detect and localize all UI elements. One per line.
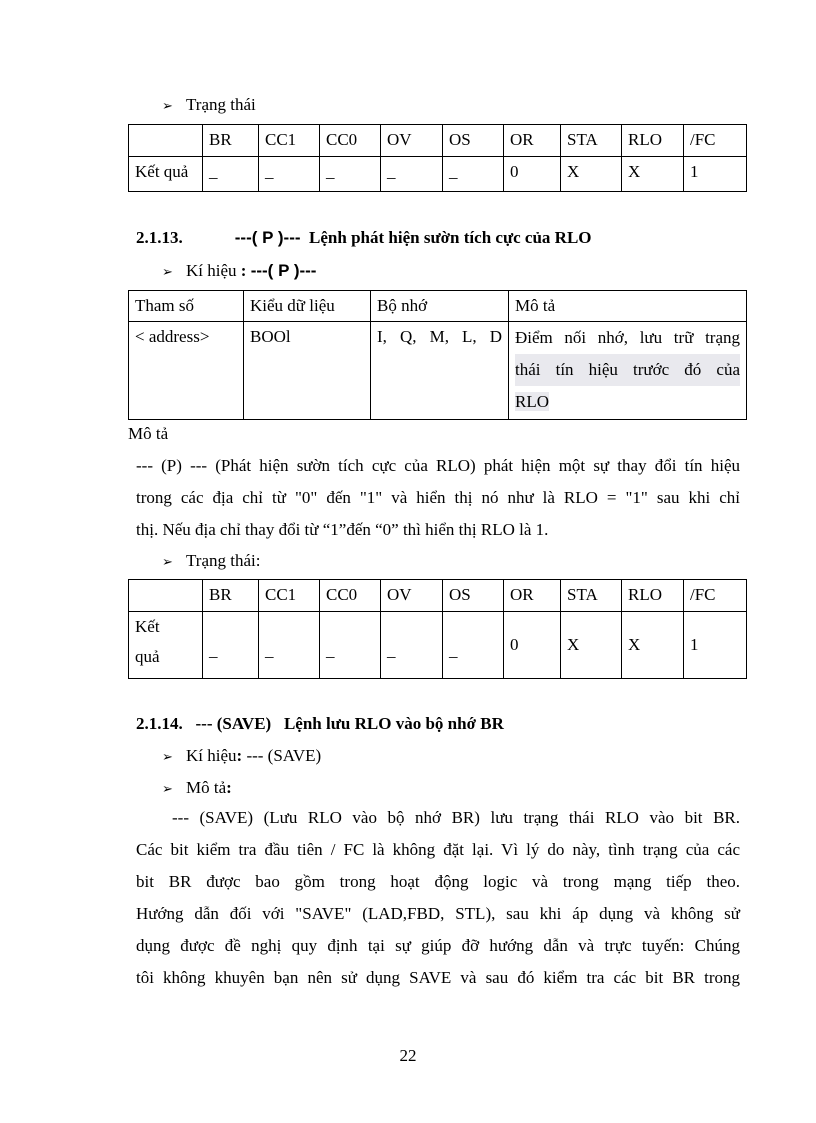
arrow-bullet-icon: ➢ [162,99,173,114]
status-table-2113 [128,579,747,679]
section-heading-2113: 2.1.13. ---( P )--- Lệnh phát hiện sườn tích cực của RLO [136,228,592,247]
desc-paragraph-2114: --- (SAVE) (Lưu RLO vào bộ nhớ BR) lưu trạng thái RLO vào bit BR. Các bit kiểm tra đầu tiên / FC là không đặt lại. Vì lý do này, tình trạng của các bit BR được bao gồm trong hoạt động logic và trong mạng tiếp theo. Hướng dẫn đối với "SAVE" (LAD,FBD, STL), sau khi áp dụng và không sử dụng được đề nghị quy định tại sự giúp đỡ hướng dẫn và trực tuyến: Chúng tôi không khuyên bạn nên sử dụng SAVE và sau đó kiểm tra các bit BR trong [136,808,740,987]
param-table [128,290,747,420]
arrow-bullet-icon: ➢ [162,555,173,570]
arrow-bullet-icon: ➢ [162,782,173,797]
status-bullet-top: ➢ Trạng thái [162,95,256,117]
table-header-row: BR CC1 CC0 OV OS OR STA RLO /FC [129,125,747,157]
table-row: Kết quả _ _ _ _ _ 0 X X 1 [129,157,747,192]
param-description-cell: Điểm nối nhớ, lưu trữ trạng thái tín hiệu trước đó của RLO [509,322,747,420]
page-number: 22 [399,1046,417,1065]
desc-label-2113: Mô tả [128,424,169,443]
status-bullet-2113: ➢ Trạng thái: [162,551,260,573]
desc-paragraph-2113: --- (P) --- (Phát hiện sườn tích cực của RLO) phát hiện một sự thay đổi tín hiệu trong các địa chỉ từ "0" đến "1" và hiển thị nó như là RLO = "1" sau khi chỉ thị. Nếu địa chỉ thay đổi từ “1”đến “0” thì hiển thị RLO là 1. [136,456,740,539]
symbol-bullet-2114: ➢ Kí hiệu: --- (SAVE) [162,746,321,768]
status-table-top [128,124,747,192]
table-header-row: BR CC1 CC0 OV OS OR STA RLO /FC [129,580,747,612]
arrow-bullet-icon: ➢ [162,265,173,280]
table-header-row: Tham số Kiểu dữ liệu Bộ nhớ Mô tả [129,291,747,322]
table-row: < address> BOOl I, Q, M, L, D Điểm nối nhớ, lưu trữ trạng thái tín hiệu trước đó của RLO [129,322,747,420]
arrow-bullet-icon: ➢ [162,750,173,765]
table-row: Kết quả _ _ _ _ _ 0 X X 1 [129,612,747,679]
symbol-bullet-2113: ➢ Kí hiệu : ---( P )--- [162,261,316,283]
row-label-cell: Kết quả [129,612,203,679]
section-heading-2114: 2.1.14. --- (SAVE) Lệnh lưu RLO vào bộ nhớ BR [136,714,504,733]
desc-bullet-2114: ➢ Mô tả: [162,778,232,800]
